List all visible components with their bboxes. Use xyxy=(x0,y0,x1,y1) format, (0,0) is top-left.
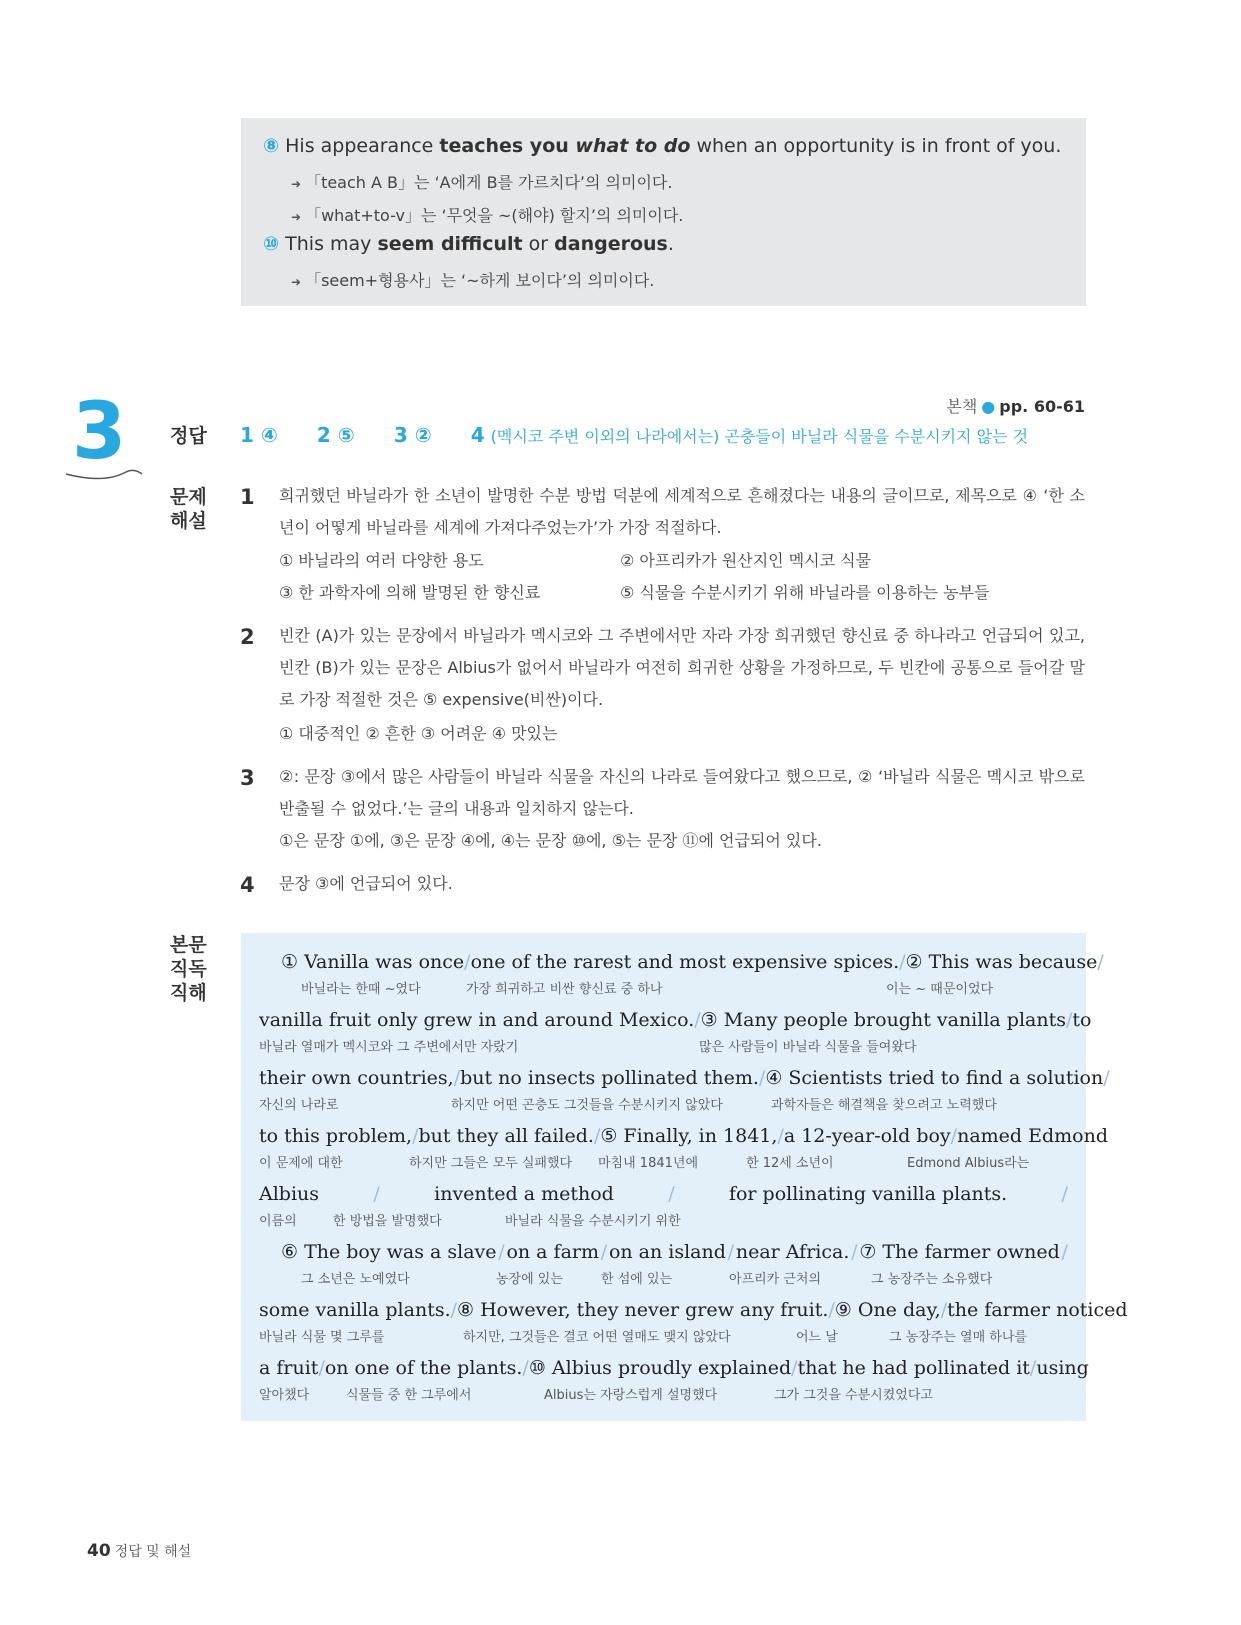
slash-divider: / xyxy=(600,1241,608,1263)
slash-divider: / xyxy=(727,1241,735,1263)
slash-divider: / xyxy=(777,1125,784,1147)
answer-row xyxy=(240,423,1028,447)
reading-line-en xyxy=(259,1183,1068,1205)
english-chunk: ⑩ Albius proudly explained xyxy=(528,1357,792,1379)
reading-line-en xyxy=(281,951,1104,973)
english-chunk: on an island xyxy=(608,1241,726,1263)
reading-box xyxy=(241,933,1128,1421)
slash-divider: / xyxy=(791,1357,798,1379)
english-chunk: ⑦ The farmer owned xyxy=(859,1241,1060,1263)
answer-label: 정답 xyxy=(170,425,207,447)
question-explanation: 희귀했던 바닐라가 한 소년이 발명한 수분 방법 덕분에 세계적으로 흔해졌다는 내용의 글이므로, 제목으로 ④ ‘한 소년이 어떻게 바닐라를 세계에 가져다주었는가’가 가장 적절하다. xyxy=(279,486,1085,537)
korean-translation: Albius는 자랑스럽게 설명했다 xyxy=(544,1388,718,1403)
korean-translation: 바닐라 식물을 수분시키기 위한 xyxy=(505,1214,681,1229)
reading-line-en xyxy=(281,1241,1068,1263)
english-chunk: using xyxy=(1036,1357,1089,1379)
slash-divider: / xyxy=(1097,951,1104,973)
slash-divider: / xyxy=(522,1357,529,1379)
english-chunk: ⑨ One day, xyxy=(834,1299,941,1321)
english-chunk: a 12-year-old boy xyxy=(783,1125,951,1147)
slash-divider: / xyxy=(1065,1009,1073,1031)
arrow-icon: ➜ xyxy=(291,210,302,224)
korean-translation: 농장에 있는 xyxy=(496,1272,563,1287)
english-chunk: ⑥ The boy was a slave xyxy=(281,1241,497,1263)
explanation-label: 문제 해설 xyxy=(170,486,207,532)
english-chunk: a fruit xyxy=(259,1357,319,1379)
answer-4-num: 4 xyxy=(470,423,485,447)
slash-divider: / xyxy=(453,1067,461,1089)
grammar-sentence-8: ⑧ His appearance teaches you what to do when an opportunity is in front of you. xyxy=(263,135,1062,157)
reading-line-en xyxy=(259,1125,1108,1147)
korean-translation: 그 농장주는 소유했다 xyxy=(871,1272,993,1287)
english-chunk: named Edmond xyxy=(957,1125,1108,1147)
slash-divider: / xyxy=(412,1125,419,1147)
korean-translation: 식물들 중 한 그루에서 xyxy=(346,1388,472,1403)
dot-icon: ● xyxy=(981,397,996,416)
korean-translation: 하지만 그들은 모두 실패했다 xyxy=(409,1156,573,1171)
korean-translation: 하지만, 그것들은 결코 어떤 열매도 맺지 않았다 xyxy=(463,1330,731,1345)
english-chunk: Albius xyxy=(259,1183,320,1205)
english-chunk: one of the rarest and most expensive spices. xyxy=(470,951,900,973)
korean-translation: 많은 사람들이 바닐라 식물을 들여왔다 xyxy=(699,1040,917,1055)
slash-divider: / xyxy=(758,1067,766,1089)
option-text: ⑤ 식물을 수분시키기 위해 바닐라를 이용하는 농부들 xyxy=(620,583,990,602)
english-chunk: but they all failed. xyxy=(418,1125,594,1147)
question-number: 4 xyxy=(240,873,255,897)
slash-divider: / xyxy=(1061,1183,1068,1205)
korean-translation: Edmond Albius라는 xyxy=(907,1156,1030,1171)
question-explanation: ①은 문장 ①에, ③은 문장 ④에, ④는 문장 ⑩에, ⑤는 문장 ⑪에 언급되어 있다. xyxy=(279,831,822,850)
english-chunk: near Africa. xyxy=(735,1241,850,1263)
english-chunk: the farmer noticed xyxy=(947,1299,1128,1321)
korean-translation: 한 섬에 있는 xyxy=(601,1272,673,1287)
english-chunk: invented a method xyxy=(434,1183,614,1205)
english-chunk: ② This was because xyxy=(905,951,1098,973)
korean-translation: 바닐라 열매가 멕시코와 그 주변에서만 자랐기 xyxy=(259,1040,519,1055)
answer-3: 3 ② xyxy=(393,423,432,447)
english-chunk: on one of the plants. xyxy=(324,1357,523,1379)
option-text: ① 바닐라의 여러 다양한 용도 xyxy=(279,551,484,570)
question-number: 2 xyxy=(240,625,255,649)
question-explanation: 문장 ③에 언급되어 있다. xyxy=(279,874,453,893)
slash-divider: / xyxy=(1103,1067,1110,1089)
option-text: ③ 한 과학자에 의해 발명된 한 향신료 xyxy=(279,583,541,602)
english-chunk: on a farm xyxy=(506,1241,600,1263)
english-chunk: vanilla fruit only grew in and around Mexico. xyxy=(259,1009,695,1031)
slash-divider: / xyxy=(950,1125,958,1147)
korean-translation: 바닐라는 한때 ~였다 xyxy=(301,982,421,997)
arrow-icon: ➜ xyxy=(291,275,302,289)
korean-translation: 아프리카 근처의 xyxy=(729,1272,822,1287)
answer-1: 1 ④ xyxy=(240,423,278,447)
korean-translation: 이 문제에 대한 xyxy=(259,1156,343,1171)
english-chunk: ③ Many people brought vanilla plants xyxy=(700,1009,1066,1031)
korean-translation: 한 12세 소년이 xyxy=(746,1156,834,1171)
slash-divider: / xyxy=(668,1183,675,1205)
slash-divider: / xyxy=(694,1009,701,1031)
english-chunk: ⑧ However, they never grew any fruit. xyxy=(457,1299,829,1321)
footer-label: 정답 및 해설 xyxy=(114,1544,192,1560)
korean-translation: 가장 희귀하고 비싼 향신료 중 하나 xyxy=(466,982,663,997)
slash-divider: / xyxy=(318,1357,325,1379)
english-chunk: to xyxy=(1072,1009,1092,1031)
korean-translation: 그 농장주는 열매 하나를 xyxy=(889,1330,1027,1345)
slash-divider: / xyxy=(828,1299,835,1321)
question-number: 1 xyxy=(240,485,255,509)
slash-divider: / xyxy=(940,1299,948,1321)
korean-translation: 자신의 나라로 xyxy=(259,1098,339,1113)
english-chunk: ④ Scientists tried to find a solution xyxy=(765,1067,1104,1089)
korean-translation: 하지만 어떤 곤충도 그것들을 수분시키지 않았다 xyxy=(451,1098,723,1113)
english-chunk: for pollinating vanilla plants. xyxy=(728,1183,1008,1205)
page-reference: 본책 ● pp. 60-61 xyxy=(946,397,1085,416)
swoosh-decoration xyxy=(64,462,144,482)
slash-divider: / xyxy=(851,1241,858,1263)
english-chunk: some vanilla plants. xyxy=(259,1299,451,1321)
grammar-note-box xyxy=(241,118,1086,306)
english-chunk: their own countries, xyxy=(259,1067,454,1089)
answer-4-text: (멕시코 주변 이외의 나라에서는) 곤충들이 바닐라 식물을 수분시키지 않는 것 xyxy=(490,427,1029,446)
arrow-icon: ➜ xyxy=(291,177,302,191)
slash-divider: / xyxy=(899,951,906,973)
grammar-note: ➜ 「what+to-v」는 ‘무엇을 ~(해야) 할지’의 의미이다. xyxy=(291,206,684,225)
option-text: ② 아프리카가 원산지인 멕시코 식물 xyxy=(620,551,872,570)
reading-line-en xyxy=(259,1357,1089,1379)
korean-translation: 알아챘다 xyxy=(259,1388,310,1403)
question-explanation: ②: 문장 ③에서 많은 사람들이 바닐라 식물을 자신의 나라로 들여왔다고 했으므로, ② ‘바닐라 식물은 멕시코 밖으로 반출될 수 없었다.’는 글의 내용과 일치하지 않는다. xyxy=(279,767,1085,818)
slash-divider: / xyxy=(373,1183,380,1205)
korean-translation: 한 방법을 발명했다 xyxy=(333,1214,442,1229)
slash-divider: / xyxy=(464,951,471,973)
english-chunk: to this problem, xyxy=(259,1125,413,1147)
korean-translation: 과학자들은 해결책을 찾으려고 노력했다 xyxy=(771,1098,997,1113)
slash-divider: / xyxy=(498,1241,505,1263)
answer-2: 2 ⑤ xyxy=(316,423,355,447)
section-number: 3 xyxy=(72,387,127,477)
korean-translation: 그가 그것을 수분시켰었다고 xyxy=(774,1388,933,1403)
question-explanation: 빈칸 (A)가 있는 문장에서 바닐라가 멕시코와 그 주변에서만 자라 가장 희귀했던 향신료 중 하나라고 언급되어 있고, 빈칸 (B)가 있는 문장은 Albius가 없어서 바닐라가 여전히 희귀한 상황을 가정하므로, 두 빈칸에 공통으로 들어갈 말로 가장 적절한 것은 ⑤ expensive(비싼)이다. xyxy=(279,626,1085,709)
korean-translation: 그 소년은 노예였다 xyxy=(301,1272,410,1287)
slash-divider: / xyxy=(593,1125,601,1147)
korean-translation: 바닐라 식물 몇 그루를 xyxy=(259,1330,385,1345)
page-footer xyxy=(87,1541,191,1561)
english-chunk: that he had pollinated it xyxy=(797,1357,1030,1379)
korean-translation: 이는 ~ 때문이었다 xyxy=(886,982,994,997)
english-chunk: ① Vanilla was once xyxy=(281,951,465,973)
reading-label: 본문 직독 직해 xyxy=(170,934,207,1004)
grammar-note: ➜ 「teach A B」는 ‘A에게 B를 가르치다’의 의미이다. xyxy=(291,173,673,192)
english-chunk: ⑤ Finally, in 1841, xyxy=(600,1125,778,1147)
reading-line-en xyxy=(259,1299,1128,1321)
grammar-sentence-10: ⑩ This may seem difficult or dangerous. xyxy=(263,233,674,255)
grammar-note: ➜ 「seem+형용사」는 ‘~하게 보이다’의 의미이다. xyxy=(291,271,655,290)
korean-translation: 어느 날 xyxy=(796,1330,838,1345)
slash-divider: / xyxy=(1061,1241,1068,1263)
korean-translation: 마침내 1841년에 xyxy=(598,1156,699,1171)
english-chunk: but no insects pollinated them. xyxy=(460,1067,759,1089)
option-text: ① 대중적인 ② 흔한 ③ 어려운 ④ 맛있는 xyxy=(279,724,558,743)
slash-divider: / xyxy=(450,1299,458,1321)
question-number: 3 xyxy=(240,766,255,790)
korean-translation: 이름의 xyxy=(259,1214,297,1229)
reading-line-en xyxy=(259,1067,1110,1089)
slash-divider: / xyxy=(1029,1357,1037,1379)
reading-line-en xyxy=(259,1009,1092,1031)
page-number: 40 xyxy=(87,1541,111,1561)
